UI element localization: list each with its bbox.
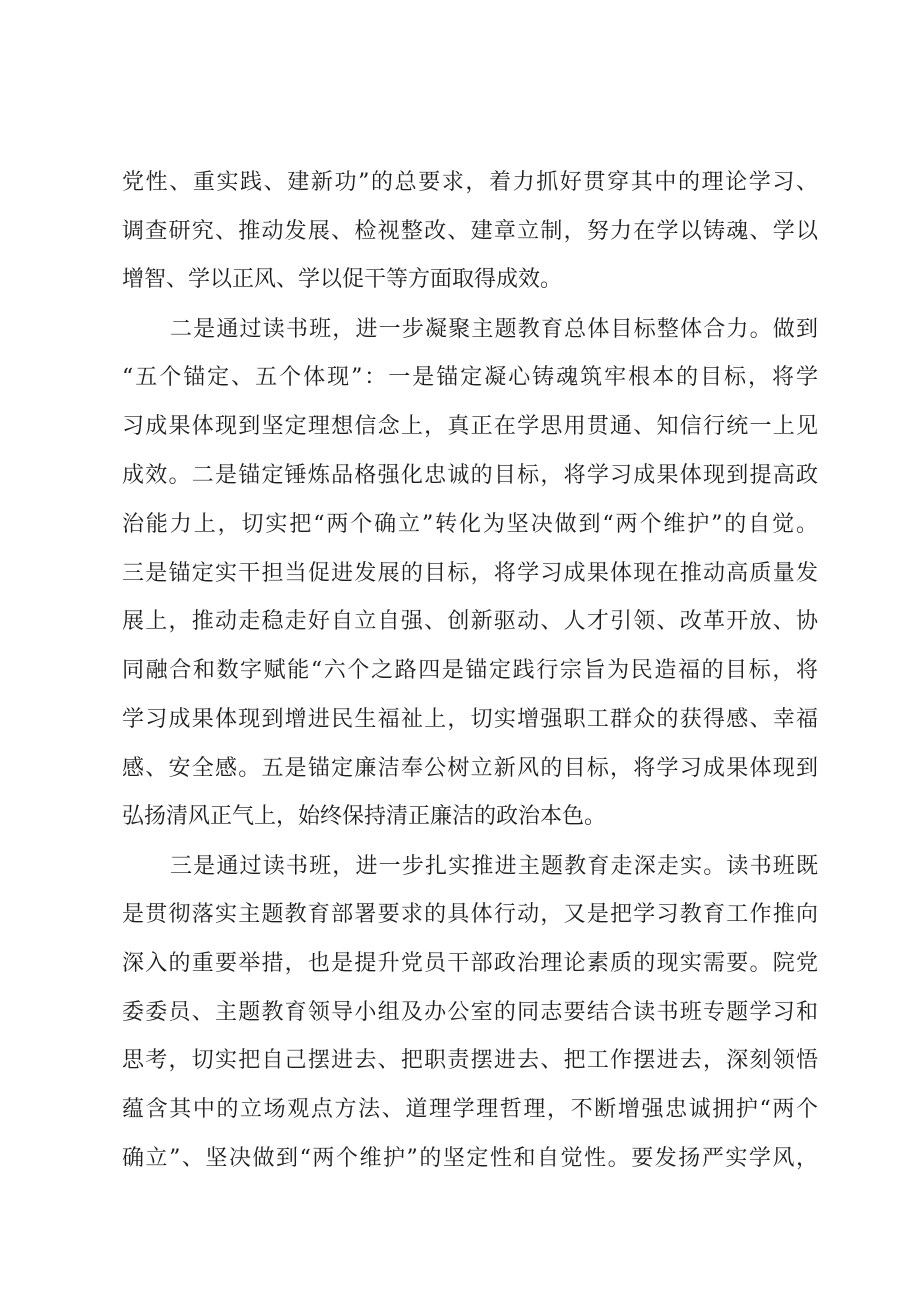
text-line: 深入的重要举措，也是提升党员干部政治理论素质的现实需要。院党: [122, 951, 818, 976]
text-line: 思考，切实把自己摆进去、把职责摆进去、把工作摆进去，深刻领悟: [122, 1048, 818, 1073]
text-line: 二是通过读书班，进一步凝聚主题教育总体目标整体合力。做到: [170, 317, 818, 342]
text-line: 调查研究、推动发展、检视整改、建章立制，努力在学以铸魂、学以: [122, 219, 818, 244]
text-line: 三是通过读书班，进一步扎实推进主题教育走深走实。读书班既: [170, 854, 818, 879]
text-line: 弘扬清风正气上，始终保持清正廉洁的政治本色。: [122, 804, 607, 829]
text-line: 习成果体现到坚定理想信念上，真正在学思用贯通、知信行统一上见: [122, 414, 818, 439]
text-line: 展上，推动走稳走好自立自强、创新驱动、人才引领、改革开放、协: [122, 609, 818, 634]
text-line: 同融合和数字赋能“六个之路四是锚定践行宗旨为民造福的目标，将: [122, 658, 818, 683]
text-line: 增智、学以正风、学以促干等方面取得成效。: [122, 267, 563, 292]
text-line: 蕴含其中的立场观点方法、道理学理哲理，不断增强忠诚拥护“两个: [122, 1097, 818, 1122]
text-line: “五个锚定、五个体现”：一是锚定凝心铸魂筑牢根本的目标，将学: [122, 365, 818, 390]
text-line: 确立”、坚决做到“两个维护”的坚定性和自觉性。要发扬严实学风，: [122, 1146, 818, 1171]
text-line: 学习成果体现到增进民生福祉上，切实增强职工群众的获得感、幸福: [122, 707, 818, 732]
text-line: 委委员、主题教育领导小组及办公室的同志要结合读书班专题学习和: [122, 1000, 818, 1025]
text-line: 治能力上，切实把“两个确立”转化为坚决做到“两个维护”的自觉。: [122, 512, 818, 537]
text-line: 感、安全感。五是锚定廉洁奉公树立新风的目标，将学习成果体现到: [122, 756, 818, 781]
text-line: 是贯彻落实主题教育部署要求的具体行动，又是把学习教育工作推向: [122, 902, 818, 927]
text-line: 成效。二是锚定锤炼品格强化忠诚的目标，将学习成果体现到提高政: [122, 463, 818, 488]
text-line: 党性、重实践、建新功”的总要求，着力抓好贯穿其中的理论学习、: [122, 170, 818, 195]
text-line: 三是锚定实干担当促进发展的目标，将学习成果体现在推动高质量发: [122, 561, 818, 586]
